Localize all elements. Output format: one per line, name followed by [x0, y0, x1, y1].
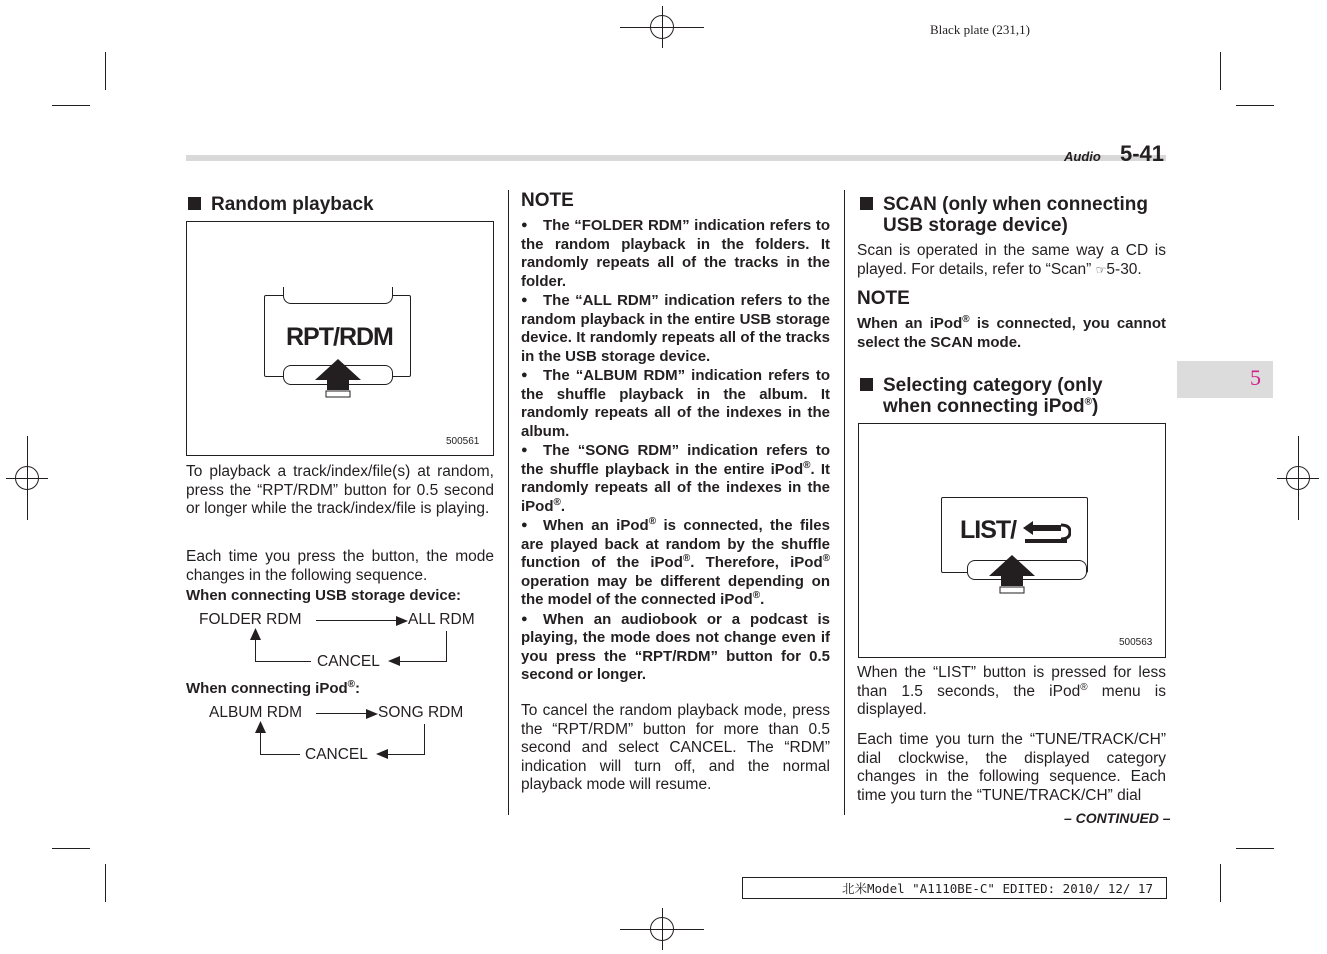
note-list [521, 216, 830, 685]
crop-mark [105, 52, 106, 90]
flow-folder-rdm: FOLDER RDM [199, 611, 302, 628]
press-arrow-icon [312, 356, 364, 400]
header-bar [186, 155, 1166, 161]
arrow-up-icon [255, 721, 266, 733]
note-item: ● The “ALL RDM” indication refers to the random playback in the entire USB storage device. It randomly repeats all of the tracks in the USB storage device. [521, 292, 830, 365]
registration-mark [650, 15, 674, 39]
flow-line [386, 754, 425, 755]
crop-mark [52, 105, 90, 106]
column-divider [844, 190, 845, 815]
flow-line [398, 661, 447, 662]
note-title: NOTE [857, 288, 910, 309]
rpt-rdm-button-label: RPT/RDM [286, 323, 393, 351]
crop-mark [1220, 52, 1221, 90]
flow-cancel: CANCEL [317, 653, 380, 670]
flow-line [255, 661, 311, 662]
reference-icon: ☞ [1095, 262, 1107, 277]
selecting-category-heading: Selecting category (only when connecting iPod®) [860, 375, 1170, 417]
paragraph: Each time you press the button, the mode changes in the following sequence. [186, 548, 494, 584]
square-bullet-icon [860, 378, 873, 391]
crop-mark [105, 864, 106, 902]
square-bullet-icon [860, 197, 873, 210]
crop-mark [1236, 105, 1274, 106]
note-item: When an iPod® is connected, you cannot select the SCAN mode. [857, 314, 1166, 351]
bullet-icon: ● [521, 612, 528, 625]
paragraph: To cancel the random playback mode, press the “RPT/RDM” button for more than 0.5 second and select CANCEL. The “RDM” indication will turn off, and the normal playback mode will resume. [521, 702, 830, 793]
flow-cancel: CANCEL [305, 746, 368, 763]
chapter-number: 5 [1250, 365, 1261, 390]
bullet-icon: ● [521, 369, 528, 381]
arrow-left-icon [376, 749, 388, 759]
flow-all-rdm: ALL RDM [408, 611, 475, 628]
arrow-left-icon [388, 656, 400, 666]
registration-mark [15, 466, 39, 490]
column-divider [508, 190, 509, 815]
ipod-sequence-label: When connecting iPod®: [186, 679, 361, 697]
random-playback-heading: Random playback [188, 194, 374, 215]
arrow-right-icon [396, 616, 408, 626]
list-button-figure [858, 423, 1166, 658]
flow-line [446, 631, 447, 662]
paragraph: Scan is operated in the same way a CD is played. For details, refer to “Scan” ☞5-30. [857, 242, 1166, 278]
flow-line [260, 754, 300, 755]
press-arrow-icon [986, 552, 1038, 596]
back-arrow-icon [1023, 520, 1071, 544]
scan-heading: SCAN (only when connecting USB storage device) [860, 194, 1170, 236]
bullet-icon: ● [521, 444, 528, 456]
page-number: 5-41 [1120, 141, 1165, 166]
plate-label: Black plate (231,1) [930, 22, 1030, 37]
note-item: ● When an audiobook or a podcast is playing, the mode does not change even if you press the “RPT/RDM” button for 0.5 second or longer. [521, 610, 830, 683]
flow-line [316, 620, 400, 621]
bullet-icon: ● [521, 519, 528, 531]
crop-mark [1236, 848, 1274, 849]
square-bullet-icon [188, 197, 201, 210]
list-button-label: LIST/ [960, 516, 1017, 544]
note-item: ● When an iPod® is connected, the files are played back at random by the shuffle function of the iPod®. Therefore, iPod® operation may be different depending on the model of the connected iPod®. [521, 516, 830, 608]
usb-sequence-label: When connecting USB storage device: [186, 587, 462, 604]
note-title: NOTE [521, 190, 574, 211]
footer-edit-stamp: 北米Model "A1110BE-C" EDITED: 2010/ 12/ 17 [842, 881, 1153, 896]
flow-line [424, 724, 425, 755]
rpt-rdm-figure [186, 221, 494, 456]
arrow-up-icon [250, 628, 261, 640]
paragraph: Each time you turn the “TUNE/TRACK/CH” dial clockwise, the displayed category changes in the following sequence. Each time you turn the “TUNE/TRACK/CH” dial [857, 731, 1166, 804]
bullet-icon: ● [521, 294, 528, 306]
paragraph: To playback a track/index/file(s) at random, press the “RPT/RDM” button for 0.5 second or longer while the track/index/file is playing. [186, 463, 494, 517]
panel-tab-top [283, 287, 393, 304]
note-item: ● The “SONG RDM” indication refers to the shuffle playback in the entire iPod®. It randomly repeats all of the indexes in the iPod®. [521, 442, 830, 515]
crop-mark [52, 848, 90, 849]
registration-mark [1286, 466, 1310, 490]
flow-album-rdm: ALBUM RDM [209, 704, 303, 721]
continued-label: – CONTINUED – [1064, 810, 1171, 826]
flow-line [316, 713, 370, 714]
registration-mark [650, 917, 674, 941]
flow-song-rdm: SONG RDM [378, 704, 464, 721]
flow-line [255, 638, 256, 662]
crop-mark [1220, 864, 1221, 902]
paragraph: When the “LIST” button is pressed for less than 1.5 seconds, the iPod® menu is displayed. [857, 664, 1166, 718]
note-item: ● The “ALBUM RDM” indication refers to the shuffle playback in the album. It randomly repeats all of the indexes in the album. [521, 367, 830, 440]
flow-line [260, 731, 261, 755]
bullet-icon: ● [521, 219, 528, 231]
section-title: Audio [1064, 149, 1101, 164]
arrow-right-icon [366, 709, 378, 719]
figure-code: 500563 [1119, 637, 1153, 648]
note-item: ● The “FOLDER RDM” indication refers to the random playback in the folders. It randomly repeats all of the tracks in the folder. [521, 217, 830, 290]
figure-code: 500561 [446, 436, 480, 447]
